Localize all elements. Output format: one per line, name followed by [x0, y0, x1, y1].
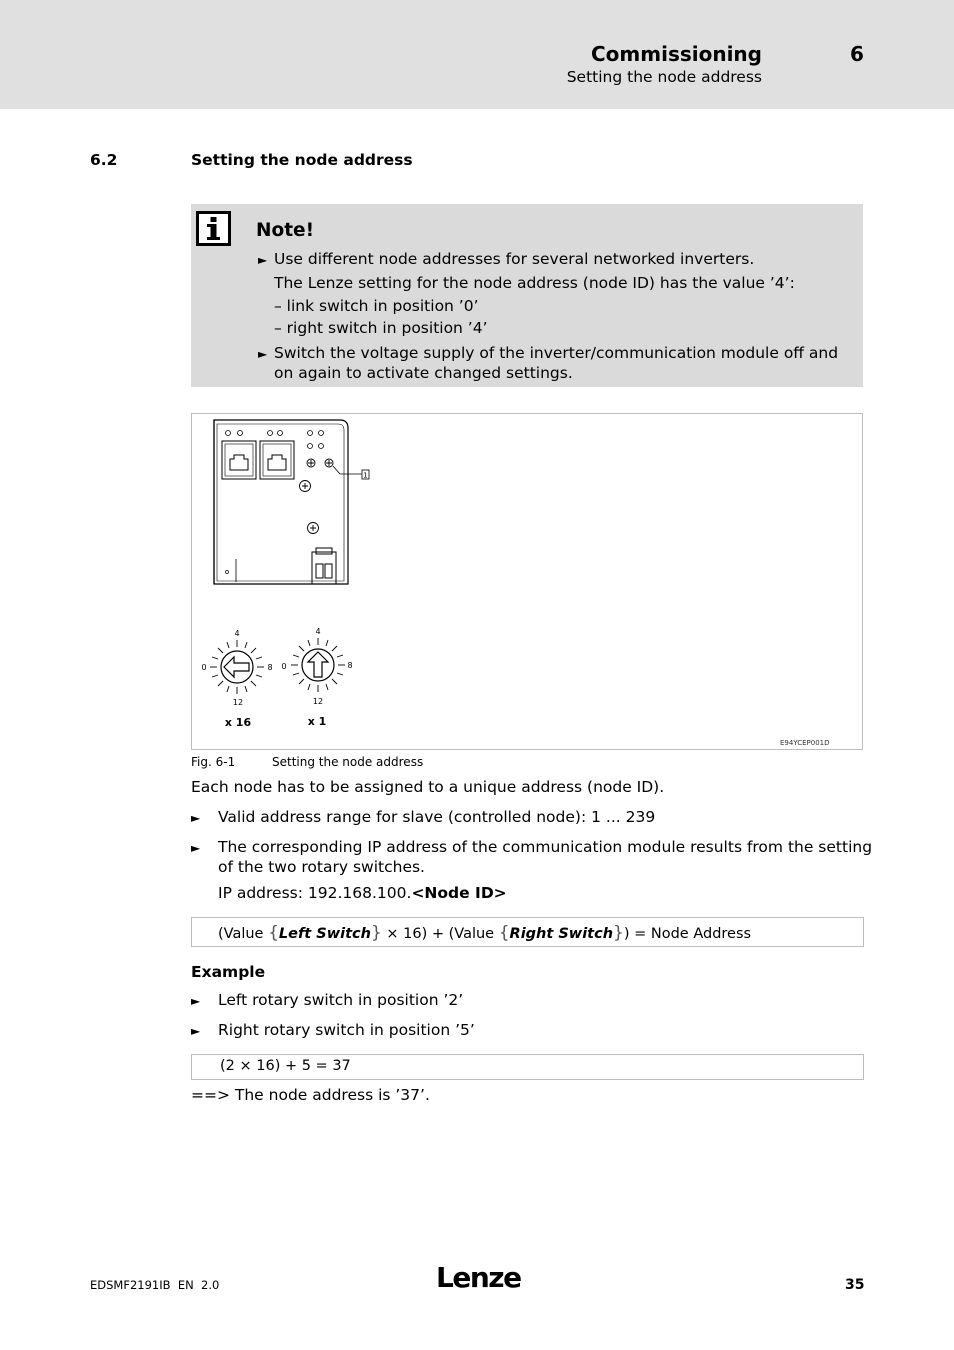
left-dial-label-right: 8: [267, 663, 273, 672]
module-diagram: [192, 414, 862, 749]
section-number: 6.2: [90, 151, 118, 169]
figure-code: E94YCEP001D: [780, 739, 830, 747]
note-bullet-arrow: ►: [258, 253, 268, 267]
example-bullet-2: Right rotary switch in position ’5’: [218, 1021, 475, 1039]
power-connector: [312, 548, 336, 584]
left-dial-label-bottom: 12: [232, 698, 244, 707]
note-line-1: Use different node addresses for several networked inverters.: [274, 250, 755, 268]
intro-text: Each node has to be assigned to a unique address (node ID).: [191, 778, 665, 796]
callout-label: 1: [363, 471, 368, 480]
brace-open: {: [268, 923, 279, 943]
right-rotary-dial: [291, 638, 345, 692]
module-housing: [214, 420, 348, 584]
note-line-5: Switch the voltage supply of the inverter/communication module off and: [274, 344, 839, 362]
right-dial-label-right: 8: [347, 661, 353, 670]
example-formula: (2 × 16) + 5 = 37: [220, 1058, 351, 1074]
note-title: Note!: [256, 220, 315, 241]
bullet-ip-line-2: of the two rotary switches.: [218, 858, 425, 876]
formula-left-switch: Left Switch: [278, 926, 371, 942]
ip-address-line: [218, 884, 507, 902]
ethernet-port-2: [260, 441, 294, 479]
chapter-title: Commissioning: [590, 42, 762, 66]
left-dial-label-left: 0: [201, 663, 207, 672]
page-number: 35: [845, 1277, 865, 1293]
right-dial-label-left: 0: [281, 662, 287, 671]
bullet-arrow: ►: [191, 811, 201, 825]
ip-address-prefix: IP address: 192.168.100.: [218, 884, 412, 902]
led-small: [226, 571, 229, 574]
ethernet-port-1: [222, 441, 256, 479]
note-line-6: on again to activate changed settings.: [274, 364, 573, 382]
bullet-ip-line-1: The corresponding IP address of the communication module results from the setting: [218, 838, 873, 856]
example-heading: Example: [191, 963, 266, 981]
lenze-logo: Lenze: [436, 1261, 521, 1294]
formula-part-3: ) = Node Address: [623, 926, 752, 942]
right-dial-multiplier: x 1: [307, 715, 327, 728]
bullet-address-range: Valid address range for slave (controlled node): 1 ... 239: [218, 808, 656, 826]
brace-close: }: [370, 923, 382, 943]
header-band: [0, 0, 954, 109]
left-rotary-dial: [210, 640, 264, 694]
bullet-arrow: ►: [191, 841, 201, 855]
formula-right-switch: Right Switch: [509, 926, 614, 942]
example-result: ==> The node address is ’37’.: [191, 1086, 430, 1104]
section-title: Setting the node address: [191, 151, 413, 169]
left-dial-multiplier: x 16: [224, 716, 252, 729]
example-bullet-1: Left rotary switch in position ’2’: [218, 991, 464, 1009]
info-icon: [196, 211, 231, 246]
figure-caption-number: Fig. 6-1: [191, 755, 236, 769]
right-dial-label-top: 4: [315, 627, 321, 636]
formula-part-2: × 16) + (Value: [381, 926, 499, 942]
ip-address-node-id: <Node ID>: [411, 884, 507, 902]
chapter-number: 6: [850, 42, 864, 66]
note-bullet-arrow: ►: [258, 347, 268, 361]
formula-part-1: (Value: [218, 926, 269, 942]
right-dial-label-bottom: 12: [312, 697, 324, 706]
module-rotary-switches: [307, 459, 333, 467]
brace-open: {: [498, 923, 510, 943]
figure-caption-text: Setting the node address: [272, 755, 424, 769]
formula-text: [218, 923, 751, 943]
left-dial-label-top: 4: [234, 629, 240, 638]
note-line-2: The Lenze setting for the node address (node ID) has the value ’4’:: [274, 274, 795, 292]
bullet-arrow: ►: [191, 994, 201, 1008]
footer-doc-id: EDSMF2191IB EN 2.0: [90, 1278, 220, 1292]
chapter-subtitle: Setting the node address: [566, 68, 762, 86]
note-line-4: – right switch in position ’4’: [274, 319, 488, 337]
note-line-3: – link switch in position ’0’: [274, 297, 479, 315]
bullet-arrow: ►: [191, 1024, 201, 1038]
led-indicators: [226, 431, 324, 449]
brace-close: }: [613, 923, 624, 943]
mounting-screws: [300, 481, 319, 534]
